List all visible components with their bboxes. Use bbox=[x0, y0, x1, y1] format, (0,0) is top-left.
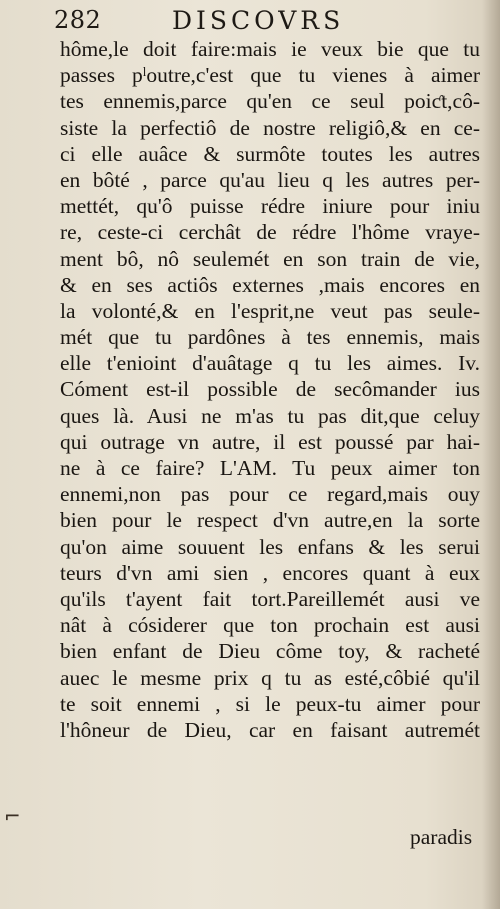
text-line: la volonté,& en l'esprit,ne veut pas seule- bbox=[60, 298, 480, 323]
text-line: bien enfant de Dieu côme toy, & racheté bbox=[60, 639, 480, 664]
page-edge-shadow bbox=[482, 0, 500, 909]
text-line: ment bô, nô seulemét en son train de vie, bbox=[60, 246, 480, 271]
text-line: te soit ennemi , si le peux-tu aimer pour bbox=[60, 691, 480, 716]
text-line: siste la perfectiô de nostre religiô,& en ce- bbox=[60, 115, 480, 140]
text-line: ci elle auâce & surmôte toutes les autres bbox=[60, 141, 480, 166]
text-line: qu'on aime souuent les enfans & les serui bbox=[60, 534, 480, 559]
text-line: en bôté , parce qu'au lieu q les autres per- bbox=[60, 167, 480, 192]
body-text bbox=[60, 36, 480, 743]
running-head: DISCOVRS bbox=[172, 6, 345, 35]
page-number: 282 bbox=[54, 6, 102, 34]
text-line: qui outrage vn autre, il est poussé par hai- bbox=[60, 429, 480, 454]
text-line: ne à ce faire? L'AM. Tu peux aimer ton bbox=[60, 456, 480, 480]
text-line: hôme,le doit faire:mais ie veux bie que tu bbox=[60, 37, 480, 61]
text-line: ennemi,non pas pour ce regard,mais ouy bbox=[60, 482, 480, 507]
text-line: teurs d'vn ami sien , encores quant à eux bbox=[60, 560, 480, 585]
text-line: ques là. Ausi ne m'as tu pas dit,que celuy bbox=[60, 403, 480, 428]
text-line: & en ses actiôs externes ,mais encores en bbox=[60, 272, 480, 297]
text-line: passes pˡoutre,c'est que tu vienes à aimer bbox=[60, 63, 480, 88]
text-line: Cóment est-il possible de secômander ius bbox=[60, 377, 480, 402]
text-line: qu'ils t'ayent fait tort.Pareillemét ausi ve bbox=[60, 586, 480, 611]
text-line: mettét, qu'ô puisse rédre iniure pour iniu bbox=[60, 194, 480, 219]
text-line: mét que tu pardônes à tes ennemis, mais bbox=[60, 325, 480, 350]
text-line: nât à cósiderer que ton prochain est ausi bbox=[60, 613, 480, 638]
margin-ink-mark-icon: ⌐ bbox=[4, 804, 21, 828]
text-line: l'hôneur de Dieu, car en faisant autremét bbox=[60, 717, 480, 742]
text-line: auec le mesme prix q tu as esté,côbié qu'il bbox=[60, 665, 480, 690]
page-header bbox=[54, 4, 474, 38]
text-line: re, ceste-ci cerchât de rédre l'hôme vraye- bbox=[60, 220, 480, 245]
text-line: tes ennemis,parce qu'en ce seul poiƈt,cô- bbox=[60, 89, 480, 114]
catchword: paradis bbox=[410, 825, 473, 849]
text-line: bien pour le respect d'vn autre,en la sorte bbox=[60, 508, 480, 533]
text-line: elle t'enioint d'auâtage q tu les aimes. Iv. bbox=[60, 351, 480, 376]
